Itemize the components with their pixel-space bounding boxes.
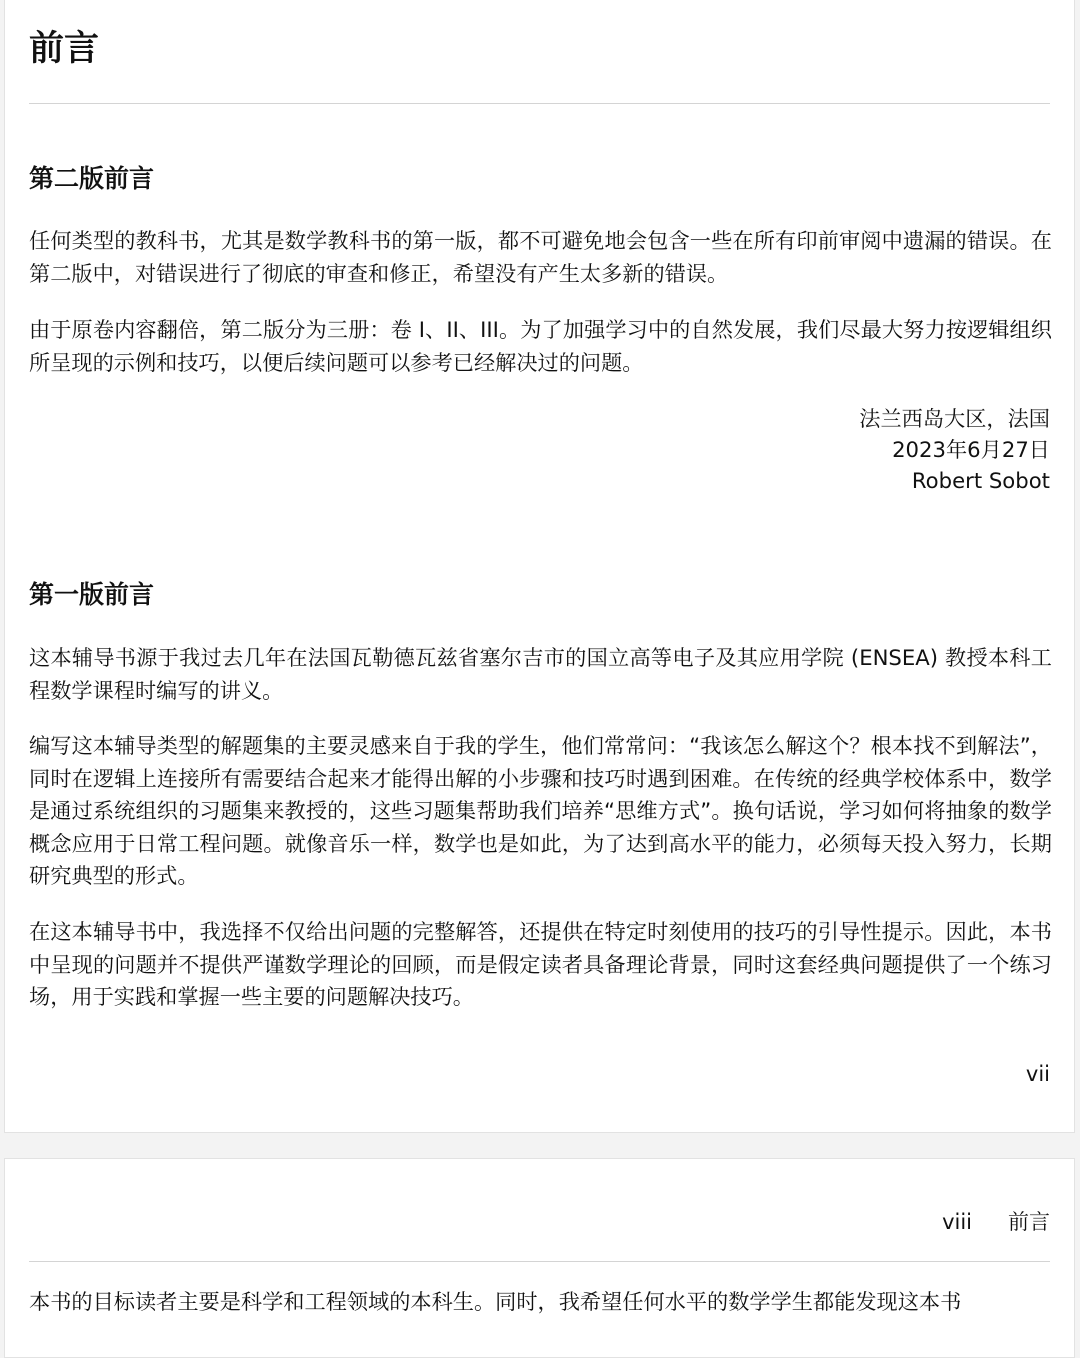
page2-paragraph: 本书的目标读者主要是科学和工程领域的本科生。同时，我希望任何水平的数学学生都能发现这本书 — [29, 1289, 962, 1314]
running-head-page-number: viii — [942, 1210, 972, 1234]
chapter-title: 前言 — [29, 29, 100, 69]
page-viii — [4, 1158, 1075, 1358]
chapter-title-divider — [29, 103, 1050, 104]
second-edition-paragraph-2: 由于原卷内容翻倍，第二版分为三册：卷 I、II、III。为了加强学习中的自然发展，我们尽最大努力按逻辑组织所呈现的示例和技巧，以便后续问题可以参考已经解决过的问题。 — [29, 317, 1052, 375]
first-edition-heading: 第一版前言 — [29, 580, 155, 609]
signature-author: Robert Sobot — [911, 468, 1050, 493]
page-number: vii — [1025, 1062, 1050, 1086]
first-edition-paragraph-1: 这本辅导书源于我过去几年在法国瓦勒德瓦兹省塞尔吉市的国立高等电子及其应用学院 (ENSEA) 教授本科工程数学课程时编写的讲义。 — [29, 645, 1052, 703]
signature-place: 法兰西岛大区，法国 — [859, 406, 1050, 431]
running-head-divider — [29, 1261, 1050, 1262]
signature-date: 2023年6月27日 — [892, 437, 1050, 462]
first-edition-paragraph-3: 在这本辅导书中，我选择不仅给出问题的完整解答，还提供在特定时刻使用的技巧的引导性提示。因此，本书中呈现的问题并不提供严谨数学理论的回顾，而是假定读者具备理论背景，同时这套经典问题提供了一个练习场，用于实践和掌握一些主要的问题解决技巧。 — [29, 919, 1052, 1009]
first-edition-paragraph-2: 编写这本辅导类型的解题集的主要灵感来自于我的学生，他们常常问：“我该怎么解这个？根本找不到解法”，同时在逻辑上连接所有需要结合起来才能得出解的小步骤和技巧时遇到困难。在传统的经典学校体系中，数学是通过系统组织的习题集来教授的，这些习题集帮助我们培养“思维方式”。换句话说，学习如何将抽象的数学概念应用于日常工程问题。就像音乐一样，数学也是如此，为了达到高水平的能力，必须每天投入努力，长期研究典型的形式。 — [29, 733, 1052, 888]
running-head — [942, 1207, 1050, 1237]
second-edition-heading: 第二版前言 — [29, 164, 155, 193]
running-head-title: 前言 — [1008, 1210, 1050, 1234]
second-edition-paragraph-1: 任何类型的教科书，尤其是数学教科书的第一版，都不可避免地会包含一些在所有印前审阅中遗漏的错误。在第二版中，对错误进行了彻底的审查和修正，希望没有产生太多新的错误。 — [29, 228, 1052, 286]
page-vii — [4, 0, 1075, 1133]
signature-block — [859, 403, 1050, 496]
